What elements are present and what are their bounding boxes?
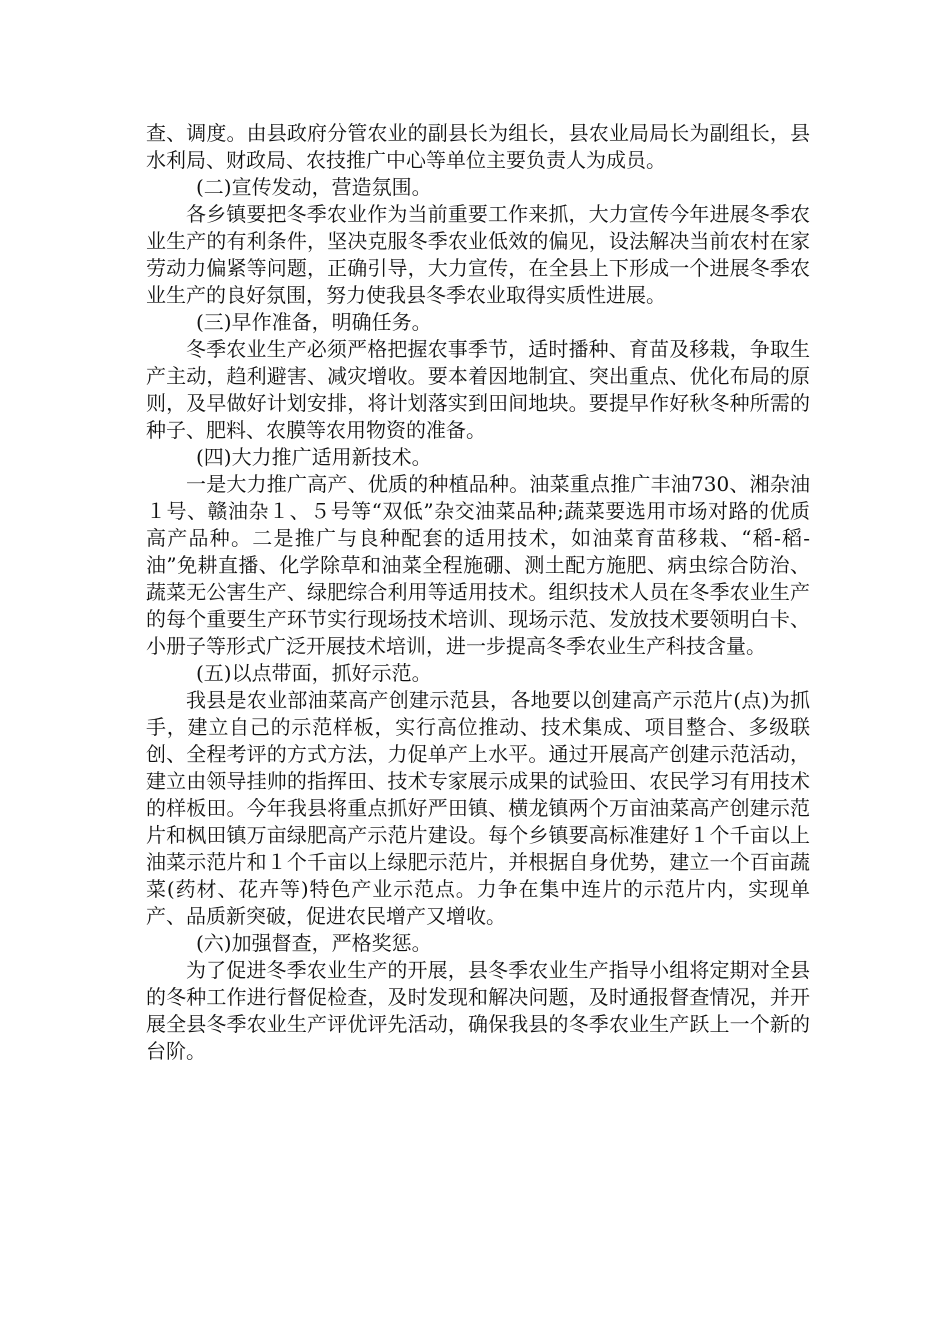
- section-heading-6: (六)加强督查，严格奖惩。: [196, 931, 432, 955]
- paragraph-continuation: 查、调度。由县政府分管农业的副县长为组长，县农业局局长为副组长，县水利局、财政局、农技推广中心等单位主要负责人为成员。: [146, 121, 810, 172]
- section-heading-2: (二)宣传发动，营造氛围。: [196, 175, 432, 199]
- paragraph-technology: 一是大力推广高产、优质的种植品种。油菜重点推广丰油730、湘杂油１号、赣油杂１、５号等“双低”杂交油菜品种;蔬菜要选用市场对路的优质高产品种。二是推广与良种配套的适用技术，如油菜育苗移栽、“稻-稻-油”免耕直播、化学除草和油菜全程施硼、测土配方施肥、病虫综合防治、蔬菜无公害生产、绿肥综合利用等适用技术。组织技术人员在冬季农业生产的每个重要生产环节实行现场技术培训、现场示范、发放技术要领明白卡、小册子等形式广泛开展技术培训，进一步提高冬季农业生产科技含量。: [146, 472, 810, 658]
- section-heading-4: (四)大力推广适用新技术。: [196, 445, 432, 469]
- paragraph-demonstration: 我县是农业部油菜高产创建示范县，各地要以创建高产示范片(点)为抓手，建立自己的示范样板，实行高位推动、技术集成、项目整合、多级联创、全程考评的方式方法，力促单产上水平。通过开展高产创建示范活动，建立由领导挂帅的指挥田、技术专家展示成果的试验田、农民学习有用技术的样板田。今年我县将重点抓好严田镇、横龙镇两个万亩油菜高产创建示范片和枫田镇万亩绿肥高产示范片建设。每个乡镇要高标准建好１个千亩以上油菜示范片和１个千亩以上绿肥示范片，并根据自身优势，建立一个百亩蔬菜(药材、花卉等)特色产业示范点。力争在集中连片的示范片内，实现单产、品质新突破，促进农民增产又增收。: [146, 688, 810, 928]
- document-page: [146, 120, 810, 1065]
- section-heading-5: (五)以点带面，抓好示范。: [196, 661, 432, 685]
- section-heading-3: (三)早作准备，明确任务。: [196, 310, 432, 334]
- paragraph-publicity: 各乡镇要把冬季农业作为当前重要工作来抓，大力宣传今年进展冬季农业生产的有利条件，坚决克服冬季农业低效的偏见，设法解决当前农村在家劳动力偏紧等问题，正确引导，大力宣传，在全县上下形成一个进展冬季农业生产的良好氛围，努力使我县冬季农业取得实质性进展。: [146, 202, 810, 307]
- paragraph-supervision: 为了促进冬季农业生产的开展，县冬季农业生产指导小组将定期对全县的冬种工作进行督促检查，及时发现和解决问题，及时通报督查情况，并开展全县冬季农业生产评优评先活动，确保我县的冬季农业生产跃上一个新的台阶。: [146, 958, 810, 1063]
- paragraph-preparation: 冬季农业生产必须严格把握农事季节，适时播种、育苗及移栽，争取生产主动，趋利避害、减灾增收。要本着因地制宜、突出重点、优化布局的原则，及早做好计划安排，将计划落实到田间地块。要提早作好秋冬种所需的种子、肥料、农膜等农用物资的准备。: [146, 337, 810, 442]
